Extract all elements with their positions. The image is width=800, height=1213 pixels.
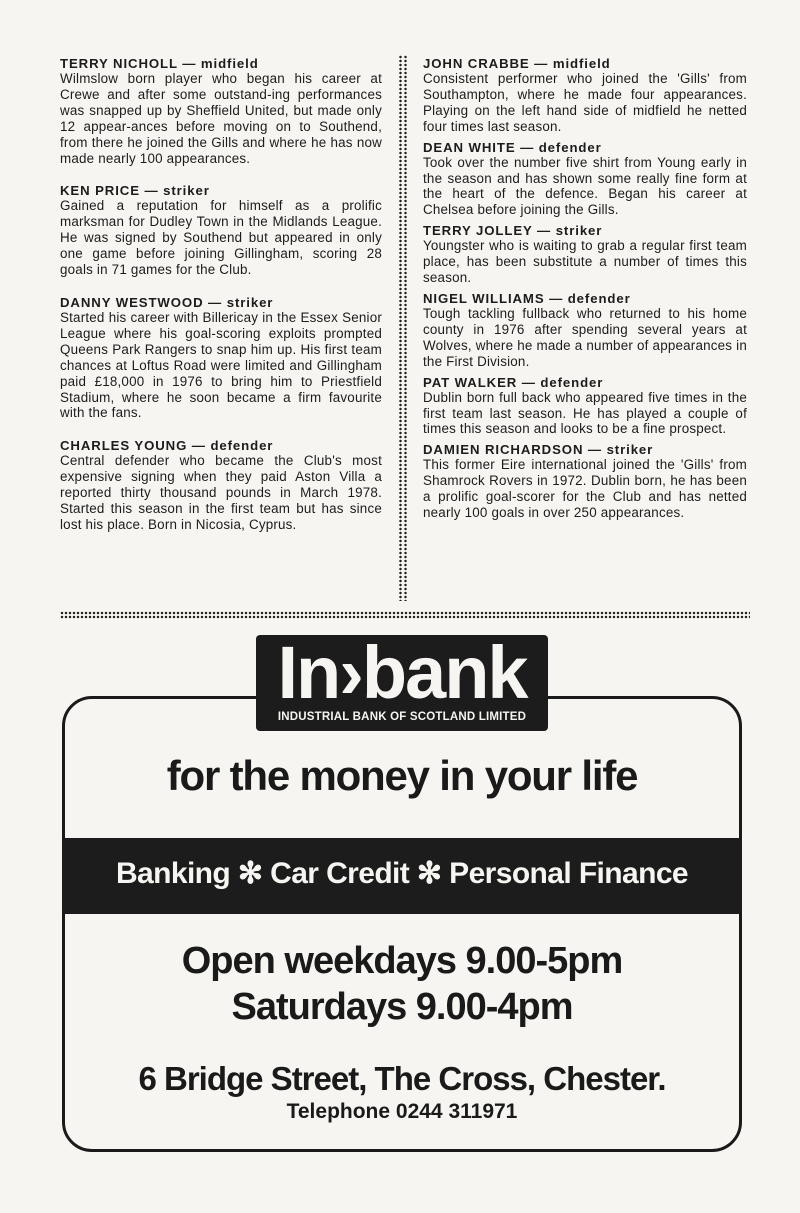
player-description: Wilmslow born player who began his career at Crewe and after some outstand-ing performances was snapped up by Sheffield United, but made only 12 appear-ances before moving on to Southend, from there he joined the Gills and where he has now made nearly 100 appearances.: [60, 71, 382, 166]
services-band: [62, 838, 742, 914]
player-name: CHARLES YOUNG — defender: [60, 438, 274, 454]
player-description: Gained a reputation for himself as a prolific marksman for Dudley Town in the Midlands League. He was signed by Southend but appeared in only one game before joining Gillingham, scoring 28 goals in 71 games for the Club.: [60, 198, 382, 278]
player-description: This former Eire international joined the 'Gills' from Shamrock Rovers in 1972. Dublin born, he has been a prolific goal-scorer for the Club and has netted nearly 100 goals in over 250 appearances.: [423, 457, 747, 521]
saturday-hours: Saturdays 9.00-4pm: [231, 986, 573, 1028]
player-description: Youngster who is waiting to grab a regular first team place, has been substitute a number of times this season.: [423, 238, 747, 286]
player-bio: [423, 140, 747, 219]
player-name: DANNY WESTWOOD — striker: [60, 294, 274, 310]
dotted-divider-horizontal: [60, 611, 750, 619]
player-bio: [423, 375, 747, 438]
player-bio: [60, 438, 382, 533]
player-description: Consistent performer who joined the 'Gills' from Southampton, where he made four appearances. Playing on the left hand side of midfield he netted four times last season.: [423, 71, 747, 134]
player-bio: [423, 442, 747, 521]
player-name: DEAN WHITE — defender: [423, 139, 602, 155]
player-bio: [60, 295, 382, 421]
player-name: KEN PRICE — striker: [60, 183, 210, 199]
inbank-logo: [256, 631, 548, 731]
advert-tagline: for the money in your life: [166, 752, 638, 799]
player-name: PAT WALKER — defender: [423, 374, 604, 390]
logo-wordmark: In›bank: [277, 631, 527, 714]
player-bio: [60, 56, 382, 166]
player-bio: [423, 56, 747, 135]
right-column: [423, 56, 747, 526]
player-name: NIGEL WILLIAMS — defender: [423, 290, 631, 306]
player-description: Took over the number five shirt from Young early in the season and has shown some really fine form at the heart of the defence. Began his career at Chelsea before joining the Gills.: [423, 154, 747, 218]
player-bio: [60, 183, 382, 278]
player-name: JOHN CRABBE — midfield: [423, 56, 611, 71]
player-description: Started his career with Billericay in the Essex Senior League where his goal-scoring exploits prompted Queens Park Rangers to snap him up. His first team chances at Loftus Road were limited and Gillingham paid £18,000 in 1976 to bring him to Priestfield Stadium, where he soon became a firm favourite with the fans.: [60, 309, 382, 421]
player-name: TERRY NICHOLL — midfield: [60, 56, 259, 71]
player-name: TERRY JOLLEY — striker: [423, 223, 603, 239]
player-bio: [423, 291, 747, 370]
player-description: Tough tackling fullback who returned to his home county in 1976 after spending several years at Wolves, where he made a number of appearances in the First Division.: [423, 305, 747, 369]
player-bio: [423, 223, 747, 286]
branch-address: 6 Bridge Street, The Cross, Chester.: [138, 1060, 666, 1097]
company-name: INDUSTRIAL BANK OF SCOTLAND LIMITED: [277, 711, 527, 723]
weekday-hours: Open weekdays 9.00-5pm: [181, 940, 623, 982]
player-description: Central defender who became the Club's most expensive signing when they paid Aston Villa a reported thirty thousand pounds in March 1978. Started this season in the first team but has since lost his place. Born in Nicosia, Cyprus.: [60, 453, 382, 532]
player-name: DAMIEN RICHARDSON — striker: [423, 442, 654, 458]
left-column: [60, 56, 382, 550]
player-description: Dublin born full back who appeared five times in the first team last season. He has played a couple of times this season and looks to be a fine prospect.: [423, 389, 747, 437]
services-text: Banking ✻ Car Credit ✻ Personal Finance: [115, 857, 688, 890]
telephone-number: Telephone 0244 311971: [286, 1100, 518, 1123]
dotted-divider-vertical: [398, 55, 408, 601]
